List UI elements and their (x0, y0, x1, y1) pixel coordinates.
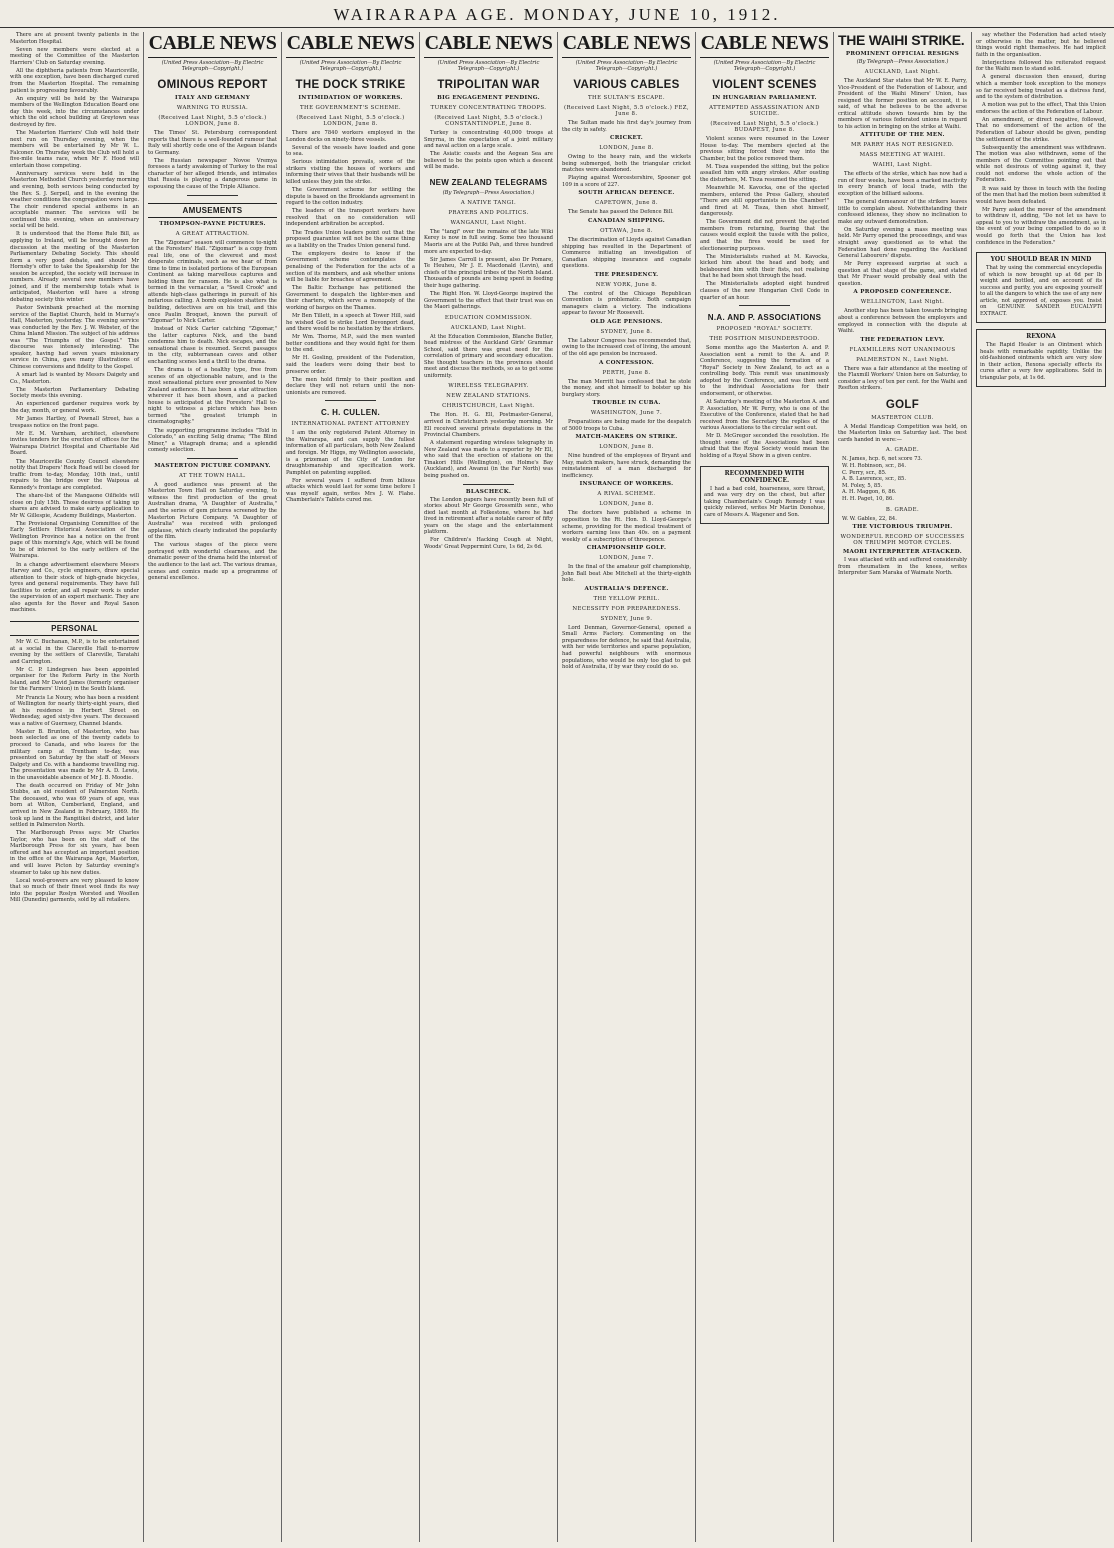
advertisement-text: That by using the commercial encyclopedia of which is now brought up at 6d per lb weight and bottled, and on account of its success and purity, you are exposing yourself to all the dangers to which the use of any new article, not approved of, exposes you. Insist on GENUINE SANDER EUCALYPTI EXTRACT. (980, 265, 1102, 317)
article-paragraph: Serious intimidation prevails, some of the strikers visiting the houses of workers and informing their wives that their husbands will be killed unless they join the strike. (286, 159, 415, 186)
article-paragraph: The employers desire to know if the Government scheme contemplates the penalising of the Federation for the acts of a section of its members, and ask whether unions will be liable for breaches of agreement. (286, 250, 415, 284)
news-item: All the diphtheria patients from Mauriceville, with one exception, have been discharged cured from the Masterton Hospital. The remaining patient is progressing favourably. (10, 67, 139, 94)
article-paragraph: Playing against Worcestershire, Spooner got 109 in a score of 227. (562, 175, 691, 188)
article-paragraph: Instead of Nick Carter catching "Zigomar," the latter captures Nick, and the band condemns him to death. Nick escapes, and the sensational chase is resumed. Secret passages in the city, subterranean caves and other enchanting scenes lend a thrill to the drama. (148, 326, 277, 365)
subheadline: MASTERTON CLUB. (871, 414, 934, 421)
section-heading-golf: GOLF (885, 398, 920, 411)
advertisement-text: For several years I suffered from bilious attacks which would last for some time before I was myself again, writes Mrs J. W. Flahe. Chamberlain's Tablets cured me. (286, 477, 415, 504)
column-cable-news-3 (420, 32, 558, 1542)
press-credit: (United Press Association—By Electric Telegraph—Copyright.) (437, 60, 540, 72)
list-item: C. Perry, scr., 85. (842, 469, 887, 476)
dateline: PALMERSTON N., Last Night. (856, 356, 949, 363)
article-paragraph: A motion was put to the effect, That this Union endorses the action of the Federation of Labour. (976, 102, 1106, 115)
article-paragraph: Mr H. Gosling, president of the Federation, said the leaders were doing their best to preserve order. (286, 355, 415, 375)
news-item: Mr E. M. Varnham, architect, elsewhere invites tenders for the erection of offices for the Wairarapa District Hospital and Charitable Aid Board. (10, 430, 139, 457)
article-paragraph: Mr Perry expressed surprise at such a question at that stage of the game, and stated that Mr Fraser would probably deal with the question. (838, 261, 967, 287)
article-paragraph: The "Zigomar" season will commence to-night at the Foresters' Hall. "Zigomar" is a copy from real life, one of the cleverest and most desperate criminals, such as we hear of from time to time in isolated portions of the European Continent as taking marvellous captures and holding them for ransom. He is also what is termed in the vernacular, a "Swell Crook" and attends high-class gatherings in pursuit of his nefarious calling. A bomb explosion shatters the building, detectives are on his trail, and this once Paulin Broquet, known the pursuit of "Zigomar" to Nick Carter. (148, 239, 277, 325)
cable-news-masthead: CABLE NEWS (424, 32, 553, 58)
column-continuation (972, 32, 1110, 1542)
subheadline: TURKEY CONCENTRATING TROOPS. (430, 105, 547, 111)
article-paragraph: The Sultan made his first day's journey from the city in safety. (562, 120, 691, 133)
divider (187, 195, 239, 196)
news-item: The Masterton Harriers' Club will hold their next run on Thursday evening, when the members will be entertained by Mr W. L. Falconer. On Thursday week the Club will hold a five-mile teams race, when Mr F. Hood will entertain those competing. (10, 130, 139, 169)
subheadline: INSURANCE OF WORKERS. (579, 481, 674, 488)
article-paragraph: Mr Wm. Thorne, M.P., said the men wanted better conditions and they would fight for them to the end. (286, 334, 415, 354)
subheadline: ATTITUDE OF THE MEN. (860, 132, 945, 139)
news-item: Anniversary services were held in the Masterton Methodist Church yesterday morning and evening, both services being conducted by the Rev. S. J. Serpell, and in the evening the weather conditions the congregation were large. The choir rendered special anthems in an acceptable manner. The services will be continued this evening, when an anniversary social will be held. (10, 170, 139, 230)
column-cable-news-5 (696, 32, 834, 1542)
dateline: PERTH, June 8. (602, 369, 651, 376)
advertisement-heading: YOU SHOULD BEAR IN MIND (990, 256, 1092, 264)
news-item: In a change advertisement elsewhere Messrs Harvey and Co., cycle engineers, draw special attention to their stock of high-grade bicycles, tyres and general requirements. They have full facilities to order, and all repair work is under the supervision of an expert mechanic. They are also agents for the Rover and Royal Saxon machines. (10, 561, 139, 614)
subheadline: THE SULTAN'S ESCAPE. (587, 95, 666, 101)
advertisement-heading: RECOMMENDED WITH CONFIDENCE. (724, 469, 805, 484)
article-paragraph: The Labour Congress has recommended that, owing to the increased cost of living, the amount of the old age pension be increased. (562, 337, 691, 357)
article-paragraph: The "tangi" over the remains of the late Wiki Kerey is now in full swing. Some two thousand Maoris are at the Putiki Pah, and three hundred more are expected to-day. (424, 228, 553, 255)
article-paragraph: The supporting programme includes "Told in Colorado," an exciting Selig drama; "The Blind Miner," a Vitagraph drama; and a splendid comedy selection. (148, 427, 277, 454)
column-waihi-strike (834, 32, 972, 1542)
article-paragraph: An amendment, or direct negative, followed, That no endorsement of the action of the Federation of Labour should be given, pending the settlement of the strike. (976, 116, 1106, 143)
news-item: An experienced gardener requires work by the day, month, or general work. (10, 401, 139, 415)
list-item: H. H. Paget, 10, 86. (842, 496, 894, 503)
article-paragraph: The Asiatic coasts and the Aegean Sea are believed to be the points upon which a descent will be made. (424, 151, 553, 171)
news-item: Mr James Hartley, of Pownall Street, has a trespass notice on the front page. (10, 416, 139, 429)
article-paragraph: Preparations are being made for the despatch of 5000 troops to Cuba. (562, 419, 691, 432)
column-cable-news-4 (558, 32, 696, 1542)
masthead: WAIRARAPA AGE. MONDAY, JUNE 10, 1912. (0, 0, 1114, 28)
article-paragraph: A general discussion then ensued, during which a member took exception to the moneys so far received being treated as a distress fund, and to the system of distribution. (976, 74, 1106, 101)
subheadline: WIRELESS TELEGRAPHY. (448, 383, 529, 390)
article-paragraph: The effects of the strike, which has now had a run of four weeks, have been a marked inactivity in every branch of local trade, with the exception of the billiard saloons. (838, 171, 967, 198)
news-item: Pastor Swinbank preached at the morning service of the Baptist Church, held in Murray's Hall, Masterton, yesterday. The evening service was conducted by the Rev. J. W. Webster, of the China Inland Mission. The subject of his address was "The Triumphs of the Gospel." This discourse was intensely interesting. The speaker, having had seven years missionary service in China, gave many illustrations of Chinese conversions and fidelity to the Gospel. (10, 305, 139, 370)
column-local-news (6, 32, 144, 1542)
subheadline: AUSTRALIA'S DEFENCE. (584, 585, 669, 592)
subheadline: THE VICTORIOUS TRIUMPH. (852, 524, 953, 531)
article-paragraph: A good audience was present at the Masterton Town Hall on Saturday evening, to witness the first production of the great Australian drama, "A Daughter of Australia," and the series of gem pictures screened by the Masterton Picture Company. "A Daughter of Australia" was received with prolonged applause, which clearly indicated the popularity of the film. (148, 481, 277, 541)
list-item: A. B. Lawrence, scr., 85. (842, 476, 906, 483)
subheadline: A CONFESSION. (598, 359, 654, 366)
article-paragraph: The London papers have recently been full of stories about Mr George Grossmith senr., who died last month at Folkestone, where he had lived in retirement after a notable career of fifty years on the stage and the entertainment platform. (424, 496, 553, 536)
cable-news-masthead: CABLE NEWS (148, 32, 277, 58)
advertisement-heading: WONDERFUL RECORD OF SUCCESSES ON TRIUMPH MOTOR CYCLES. (840, 534, 965, 547)
dateline: LONDON, June 7. (599, 555, 654, 562)
article-paragraph: The various stages of the piece were portrayed with wonderful clearness, and the dramatic power of the drama held the interest of the audience to the last act. The various dramas, scenes and comics made up a programme of general excellence. (148, 542, 278, 582)
news-item: The Provisional Organising Committee of the Early Settlers Historical Association of the Wellington Province has a notice on the front page of this morning's Age, which will be found to be of interest to the early settlers of the Wairarapa. (10, 520, 139, 560)
article-paragraph: Interjections followed his reiterated request for the Waihi men to stand solid. (976, 59, 1106, 73)
article-paragraph: The Right Hon. W. Lloyd-George inspired the Government to the effect that their trust was on the Maori gatherings. (424, 290, 553, 311)
article-paragraph: Another step has been taken towards bringing about a conference between the employers and employed in connection with the dispute at Waihi. (838, 308, 967, 335)
dateline: LONDON, June 8. (599, 444, 654, 451)
subheadline: MR PARRY HAS NOT RESIGNED. (850, 142, 954, 149)
news-item: Seven new members were elected at a meeting of the Committee of the Masterton Harriers' Club on Saturday evening. (10, 46, 139, 66)
subheadline: MATCH-MAKERS ON STRIKE. (575, 434, 678, 441)
article-paragraph: Sir James Carroll is present, also Dr Pomare, Te Heuheu, Mr J. E. Macdonald (Levin), and chiefs of the principal tribes of the North Island. Thousands of pounds are being spent in feeding their huge gathering. (424, 256, 553, 289)
news-item: An enquiry will be held by the Wairarapa members of the Wellington Education Board one day this week, into the circumstances under which the old school building at Greytown was destroyed by fire. (10, 95, 139, 128)
article-paragraph: At Saturday's meeting of the Masterton A. and P. Association, Mr W. Perry, who is one of the Executive of the Conference, stated that he had received from the Secretary the replies of the various Associations to the circular sent out. (700, 399, 829, 432)
dateline: OTTAWA, June 8. (600, 227, 653, 234)
dateline: WELLINGTON, Last Night. (860, 299, 945, 306)
article-paragraph: Subsequently the amendment was withdrawn. The motion was also withdrawn, some of the members of the Committee pointing out that while not desirous of voting against it, they could not endorse the whole action of the Federation. (976, 144, 1106, 184)
article-paragraph: The men hold firmly to their position and declare they will not return until the non-unionists are removed. (286, 376, 415, 396)
subheadline: THE GOVERNMENT'S SCHEME. (299, 105, 402, 111)
article-paragraph: A statement regarding wireless telegraphy in New Zealand was made to a reporter by Mr Ell, who said that the erection of stations on the Tinakori Hills (Wellington), on Holme's Bay (Auckland), and Awanui (in the Far North) was being pushed on. (424, 440, 553, 479)
subheadline: FLAXMILLERS NOT UNANIMOUS (849, 346, 956, 353)
subheadline: A RIVAL SCHEME. (597, 491, 656, 498)
press-credit: (By Telegraph—Press Association.) (856, 59, 949, 65)
subheadline: A GREAT ATTRACTION. (175, 230, 250, 237)
dateline: (Received Last Night, 5.5 o'clock.) LONDON, June 8. (296, 115, 405, 127)
list-item: W. W. Gables, 22, 84. (842, 515, 897, 522)
press-credit: (United Press Association—By Electric Telegraph—Copyright.) (299, 60, 402, 72)
dateline: LONDON, June 8. (599, 501, 654, 508)
article-paragraph: The Times' St. Petersburg correspondent reports that there is a well-founded rumour that Italy will shortly cede one of the Aegean islands to Germany. (148, 130, 277, 156)
dateline: WANGANUI, Last Night. (450, 219, 527, 226)
column-cable-news-2 (282, 32, 420, 1542)
article-paragraph: Lord Denman, Governor-General, opened a Small Arms Factory. Commenting on the preparedness for defence, he said that Australia, with her wide territories and sparse population, had powerful neighbours with enormous populations, who would be only too glad to get hold of Australia, if by war they could do so. (562, 624, 691, 671)
advertisement-text: I am the only registered Patent Attorney in the Wairarapa, and can supply the fullest information of all particulars, both New Zealand and foreign. Mr Higgs, my Wellington associate, is a prizeman of the City of London for draughtsmanship and specification work. Pamphlet on patenting supplied. (286, 430, 415, 476)
article-paragraph: Owing to the heavy rain, and the wickets being submerged, both the triangular cricket matches were abandoned. (562, 154, 691, 174)
column-cable-news-1 (144, 32, 282, 1542)
list-item: A. H. Maggon, 6, 86. (842, 489, 897, 496)
article-paragraph: The discrimination of Lloyds against Canadian shipping has resulted in the Department of Commerce initiating an investigation of Canadian shipping insurance and cognate questions. (562, 236, 691, 270)
subheadline: PRAYERS AND POLITICS. (448, 209, 529, 216)
article-paragraph: The man Merritt has confessed that he stole the money, and shot himself to bolster up his burglary story. (562, 378, 691, 398)
subheadline: THE FEDERATION LEVY. (860, 336, 945, 343)
subheadline: BLASCHECK. (465, 488, 512, 495)
subheadline: THOMPSON-PAYNE PICTURES. (159, 220, 266, 227)
subheadline: PROMINENT OFFICIAL RESIGNS (845, 51, 960, 57)
dateline: (Received Last Night, 5.5 o'clock.) BUDAPEST, June 8. (710, 121, 819, 133)
article-paragraph: Mr Parry asked the mover of the amendment to withdraw it, adding, "Do not let us have to appeal to you to withdraw the amendment, as in the event of your being compelled to do so it would go forth that the Union has lost confidence in the Federation." (976, 206, 1106, 246)
article-paragraph: The Trades Union leaders point out that the proposed guarantee will not be the same thing as a liability on the Trades Union general fund. (286, 229, 415, 249)
subheadline: A PROPOSED CONFERENCE. (853, 289, 952, 296)
news-item: There are at present twenty patients in the Masterton Hospital. (10, 32, 139, 45)
subheadline: OLD AGE PENSIONS. (590, 318, 663, 325)
subheadline: MAORI INTERPRETER AT-TACKED. (843, 549, 962, 556)
subheadline: CHAMPIONSHIP GOLF. (586, 545, 667, 552)
article-paragraph: say whether the Federation had acted wisely or otherwise in the matter, but he believed things would right themselves. He had implicit faith in the organisation. (976, 32, 1106, 58)
press-credit: (United Press Association—By Electric Telegraph—Copyright.) (575, 60, 678, 72)
subheadline: AT THE TOWN HALL. (178, 472, 247, 479)
press-credit: (United Press Association—By Electric Telegraph—Copyright.) (161, 60, 264, 72)
subheadline: TROUBLE IN CUBA. (592, 400, 661, 407)
article-paragraph: Mr Ben Tillett, in a speech at Tower Hill, said he wished God to strike Lord Devonport dead, and there would be no hesitation by the strikers. (286, 312, 415, 333)
dateline: CHRISTCHURCH, Last Night. (442, 403, 535, 410)
advertisement-heading: REXONA (1026, 333, 1056, 341)
personal-item: Mr C. P. Lindegreen has been appointed organiser for the Reform Party in the North Island, and Mr David James (formerly organiser for the Farmers' Union) in the South Island. (10, 666, 139, 693)
article-paragraph: Nine hundred of the employees of Bryant and May, match makers, have struck, demanding the reinstatement of a man discharged for inefficiency. (562, 453, 691, 479)
subheadline: PROPOSED "ROYAL" SOCIETY. (716, 326, 813, 333)
article-paragraph: Several of the vessels have loaded and gone to sea. (286, 144, 415, 158)
personal-item: Master B. Brunton, of Masterton, who has been selected as one of the twenty cadets to proceed to Canada, and who leaves for the military camp at Trentham to-day, was presented on Saturday by the staff of Messrs Dalgety and Co. with a handsome travelling rug. The presentation was made by Mr A. D. Lewis, in the unavoidable absence of Mr J. B. Moodie. (10, 728, 139, 781)
section-heading: NEW ZEALAND TELEGRAMS (429, 177, 548, 187)
dateline: SYDNEY, June 8. (600, 328, 653, 335)
article-paragraph: The Auckland Star states that Mr W. E. Parry, Vice-President of the Federation of Labour, and President of the Waihi Miners' Union, has resigned the former position on account, it is said, of what he believes to be the adverse critical attitude shown towards him by the members of various federated unions in regard to his action in bringing on the strike at Waihi. (838, 78, 967, 130)
article-paragraph: The Government did not prevent the ejected members from returning, fearing that the causes would exploit the tussle with the police, and that the fires would be used for electioneering purposes. (700, 219, 829, 252)
article-paragraph: Some months ago the Masterton A. and P. Association sent a remit to the A. and P. Conference, suggesting the formation of a "Royal" Society in New Zealand, to act as a controlling body. This remit was unanimously adopted by the Conference, and was then sent to the individual Associations for their endorsement, or otherwise. (700, 345, 829, 397)
advertisement-box (976, 329, 1106, 387)
subheadline: MASTERTON PICTURE COMPANY. (154, 462, 271, 469)
dateline: LONDON, June 8. (599, 145, 654, 152)
article-paragraph: The Russian newspaper Novoe Vremya foresees a tardy awakening of Turkey to the real character of her alleged friends, and intimates that Russia is playing a dangerous game in espousing the cause of the Triple Alliance. (148, 157, 277, 190)
grade-heading: A. GRADE. (885, 447, 920, 454)
subheadline: CRICKET. (609, 135, 644, 142)
subheadline: ITALY AND GERMANY (174, 95, 250, 101)
golf-results (838, 456, 967, 502)
article-paragraph: Violent scenes were resumed in the Lower House to-day. The members ejected at the previous sitting forced their way into the Chamber, but the police removed them. (700, 136, 829, 162)
headline: OMINOUS REPORT (157, 79, 268, 91)
advertisement-heading: C. H. CULLEN. (320, 408, 380, 418)
article-paragraph: Mr D. McGregor seconded the resolution. He thought some of the Associations had been afraid that the Royal Society would mean the holding of a Royal Show in a given centre. (700, 433, 829, 460)
article-paragraph: It was said by those in touch with the feeling of the men that had the motion been submitted it would have been defeated. (976, 185, 1106, 205)
dateline: SYDNEY, June 9. (600, 615, 653, 622)
article-paragraph: The Baltic Exchange has petitioned the Government to despatch the lighter-men and their charters, which serve a monopoly of the working of barges on the Thames. (286, 285, 415, 311)
personal-item: The death occurred on Friday of Mr John Stubbs, an old resident of Palmerston North. The deceased, who was 69 years of age, was born at Wilton, Cumberland, England, and arrived in New Zealand in February, 1869. He took up land in the Rangitikei district, and later settled in Palmerston North. (10, 782, 139, 829)
personal-item: Mr W. C. Buchanan, M.P., is to be entertained at a social in the Clareville Hall to-morrow evening by the settlers of Clareville, Taratahi and Carrington. (10, 638, 139, 665)
news-item: The Mauriceville County Council elsewhere notify that Drapers' Rock Road will be closed for traffic from to-day, Monday, 10th inst., until repairs to the bridge over the Waipoua at Kennedy's frontage are completed. (10, 458, 139, 491)
section-heading-personal: PERSONAL (10, 621, 139, 636)
subheadline: THE PRESIDENCY. (594, 271, 659, 278)
cable-news-masthead: CABLE NEWS (286, 32, 415, 58)
article-paragraph: A Medal Handicap Competition was held, on the Masterton links on Saturday last. The best cards handed in were:— (838, 423, 967, 443)
advertisement-text: I had a bad cold, hoarseness, sore throat, and was very dry on the chest, but after taking Chamberlain's Cough Remedy I was quickly relieved, writes Mr Martin Donohue, care of Messrs A. Wagener and Son. (704, 485, 825, 518)
personal-item: Mr Francis Le Noury, who has been a resident of Wellington for nearly thirty-eight years, died at his residence in Herbert Street on Wednesday, aged sixty-five years. The deceased was a native of Guernsey, Channel Islands. (10, 694, 139, 727)
news-item: The Masterton Parliamentary Debating Society meets this evening. (10, 386, 139, 400)
subheadline: NECESSITY FOR PREPAREDNESS. (572, 605, 681, 612)
headline: VIOLENT SCENES (712, 79, 817, 91)
article-paragraph: At the Education Commission, Blanche Butler, head mistress of the Auckland Girls' Grammar School, said there was great need for the correlation of primary and secondary education. She thought teachers in the provinces should meet and discuss the methods, so as to get some uniformity. (424, 333, 553, 379)
news-item: A smart lad is wanted by Messrs Daigety and Co., Masterton. (10, 372, 139, 385)
subheadline: INTERNATIONAL PATENT ATTORNEY (291, 421, 410, 428)
article-paragraph: The leaders of the transport workers have resolved that on no consideration will independent arbitration be accepted. (286, 208, 415, 228)
list-item: M. Foley, 5, 85. (842, 482, 883, 489)
subheadline: MASS MEETING AT WAIHI. (859, 152, 946, 159)
article-paragraph: The general demeanour of the strikers leaves little to complain about. Notwithstanding their confessed idleness, they show no inclination to make any outward demonstration. (838, 199, 967, 225)
dateline: (Received Last Night, 5.5 o'clock.) FEZ, June 8. (564, 105, 689, 117)
dateline: AUCKLAND, Last Night. (450, 324, 527, 331)
headline: TRIPOLITAN WAR (437, 79, 540, 91)
article-paragraph: The control of the Chicago Republican Convention is problematic. Both campaign managers claim a victory. The indications appear to favour Mr Roosevelt. (562, 290, 691, 317)
dateline: AUCKLAND, Last Night. (864, 69, 941, 75)
dateline: (Received Last Night, 5.5 o'clock.) LONDON, June 8. (158, 115, 267, 127)
subheadline: ATTEMPTED ASSASSINATION AND SUICIDE. (709, 105, 820, 117)
article-paragraph: The Ministerialists adopted eight hundred clauses of the new Hungarian Civil Code in quarter of an hour. (700, 281, 829, 301)
subheadline: THE POSITION MISUNDERSTOOD. (709, 336, 820, 343)
divider (187, 458, 239, 459)
dateline: NEW YORK, June 8. (595, 281, 658, 288)
headline: THE DOCK STRIKE (295, 79, 406, 91)
article-paragraph: In the final of the amateur golf championship, John Ball beat Abe Mitchell at the thirty-eighth hole. (562, 564, 691, 584)
advertisement-box (976, 252, 1106, 323)
grade-heading: B. GRADE. (885, 506, 920, 513)
subheadline: WARNING TO RUSSIA. (176, 105, 249, 111)
headline: VARIOUS CABLES (573, 79, 680, 91)
article-paragraph: The Senate has passed the Defence Bill. (568, 209, 674, 216)
article-paragraph: Meanwhile M. Kavocka, one of the ejected members, entered the Press Gallery, shouted "There are still opportunists in the Chamber!" and fired at M. Tisza, then shot himself, dangerously. (700, 185, 829, 218)
section-heading-amusements: AMUSEMENTS (148, 203, 277, 218)
dateline: (Received Last Night, 5.5 o'clock.) CONSTANTINOPLE, June 8. (434, 115, 543, 127)
press-credit: (By Telegraph—Press Association.) (442, 189, 535, 196)
subheadline: INTIMIDATION OF WORKERS. (298, 95, 403, 101)
headline: THE WAIHI STRIKE. (838, 32, 965, 48)
subheadline: THE YELLOW PERIL. (593, 595, 660, 602)
divider (463, 484, 515, 485)
subheadline: IN HUNGARIAN PARLIAMENT. (712, 95, 817, 101)
subheadline: SOUTH AFRICAN DEFENCE. (578, 190, 675, 197)
news-item: The share-list of the Mangaone Oilfields will close on July 15th. Those desirous of taking up shares are advised to make early application to Mr W. Gillespie, Academy Buildings, Masterton. (10, 492, 139, 519)
article-paragraph: The doctors have published a scheme in opposition to the Rt. Hon. D. Lloyd-George's scheme, providing for the medical treatment of workers earning less than 40s. on a payment weekly of a subscription of threepence. (562, 510, 691, 543)
advertisement-text: For Children's Hacking Cough at Night, Woods' Great Peppermint Cure, 1s 6d, 2s 6d. (424, 537, 553, 550)
personal-item: The Marlborough Press says: Mr Charles Taylor, who has been on the staff of the Marlborough Press for six years, has been offered and has accepted an important position in the office of the Wairarapa Age, Masterton, and will leave Picton by Saturday evening's steamer to take up his new duties. (10, 830, 139, 876)
subheadline: NEW ZEALAND STATIONS. (446, 393, 531, 400)
divider (739, 305, 791, 306)
advertisement-text: The Rapid Healer is an Ointment which heals with remarkable rapidity. Unlike the old-fashioned ointments which are very slow in their action, Rexona specially effects its cures after a very few applications. Sold in triangular pots, at 1s 6d. (980, 342, 1102, 381)
article-paragraph: Turkey is concentrating 40,000 troops at Smyrna, in the expectation of a joint military and naval action on a large scale. (424, 130, 553, 150)
article-paragraph: The Ministerialists rushed at M. Kavocka, kicked him about the head and body, and belaboured him with their fists, not realising that he had been shot through the head. (700, 253, 829, 280)
article-paragraph: The drama is of a healthy type, free from scenes of an objectionable nature, and is the most sensational picture ever presented to New Zealand audiences. It has been a star attraction wherever it has been shown, and a packed house is anticipated at the Foresters' Hall to-night to witness a picture which has been termed "the greatest triumph in cinematography." (148, 367, 277, 426)
subheadline: A NATIVE TANGI. (460, 199, 517, 206)
dateline: CAPETOWN, June 8. (595, 200, 658, 207)
section-heading: N.A. AND P. ASSOCIATIONS (707, 313, 822, 323)
personal-item: Local wool-growers are very pleased to know that so much of their finest wool finds its way into the popular Roslyn Worsted and Woollen Mill (Dunedin) garments, sold by all retailers. (10, 877, 139, 904)
advertisement-box (700, 466, 829, 524)
article-paragraph: The Government scheme for settling the dispute is based on the Brooklands agreement in regard to the cotton industry. (286, 187, 415, 207)
divider (325, 400, 377, 401)
golf-results (838, 516, 967, 523)
article-paragraph: There are 7840 workers employed in the London docks on ninety-three vessels. (286, 130, 415, 143)
cable-news-masthead: CABLE NEWS (700, 32, 829, 58)
article-paragraph: There was a fair attendance at the meeting of the Flaxmill Workers' Union here on Saturday, to consider a levy of ten per cent. for the Waihi and Reefton strikers. (838, 365, 967, 392)
subheadline: CANADIAN SHIPPING. (587, 217, 666, 224)
press-credit: (United Press Association—By Electric Telegraph—Copyright.) (713, 60, 816, 72)
article-paragraph: The Hon. H. G. Ell, Postmaster-General, arrived in Christchurch yesterday morning. Mr Ell received several private deputations in the Provincial Chambers. (424, 412, 553, 439)
subheadline: BIG ENGAGEMENT PENDING. (437, 95, 540, 101)
list-item: W. H. Robinson, scr., 84. (842, 463, 906, 470)
article-paragraph: On Saturday evening a mass meeting was held. Mr Parry opened the proceedings, and was straight away questioned as to what the Federation had done regarding the Auckland General Labourers' dispute. (838, 226, 967, 260)
list-item: N. James, hcp. 6, net score 73. (842, 456, 923, 463)
article-paragraph: M. Tisza suspended the sitting, but the police assailed him with angry strokes. After ousting the disturbers, M. Tisza resumed the sitting. (700, 163, 829, 183)
dateline: WAIHI, Last Night. (872, 162, 933, 169)
advertisement-text: I was attacked with and suffered considerably from rheumatism in the knees, writes Interpreter Sam Maraka of Waimate North. (838, 557, 967, 577)
subheadline: EDUCATION COMMISSION. (444, 314, 533, 321)
news-item: It is understood that the Home Rule Bill, as applying to Ireland, will be brought down for discussion at the meeting of the Masterton Parliamentary Debating Society. This should form a very good debate, and should Mr Hornsby's offer to take the Speakership for the session be accepted, the society will increase in numbers. Already several new members have joined, and if the membership totals what is anticipated, Masterton will have a strong debating society this winter. (10, 231, 139, 303)
dateline: WASHINGTON, June 7. (590, 410, 663, 417)
page-columns (6, 32, 1110, 1542)
cable-news-masthead: CABLE NEWS (562, 32, 691, 58)
